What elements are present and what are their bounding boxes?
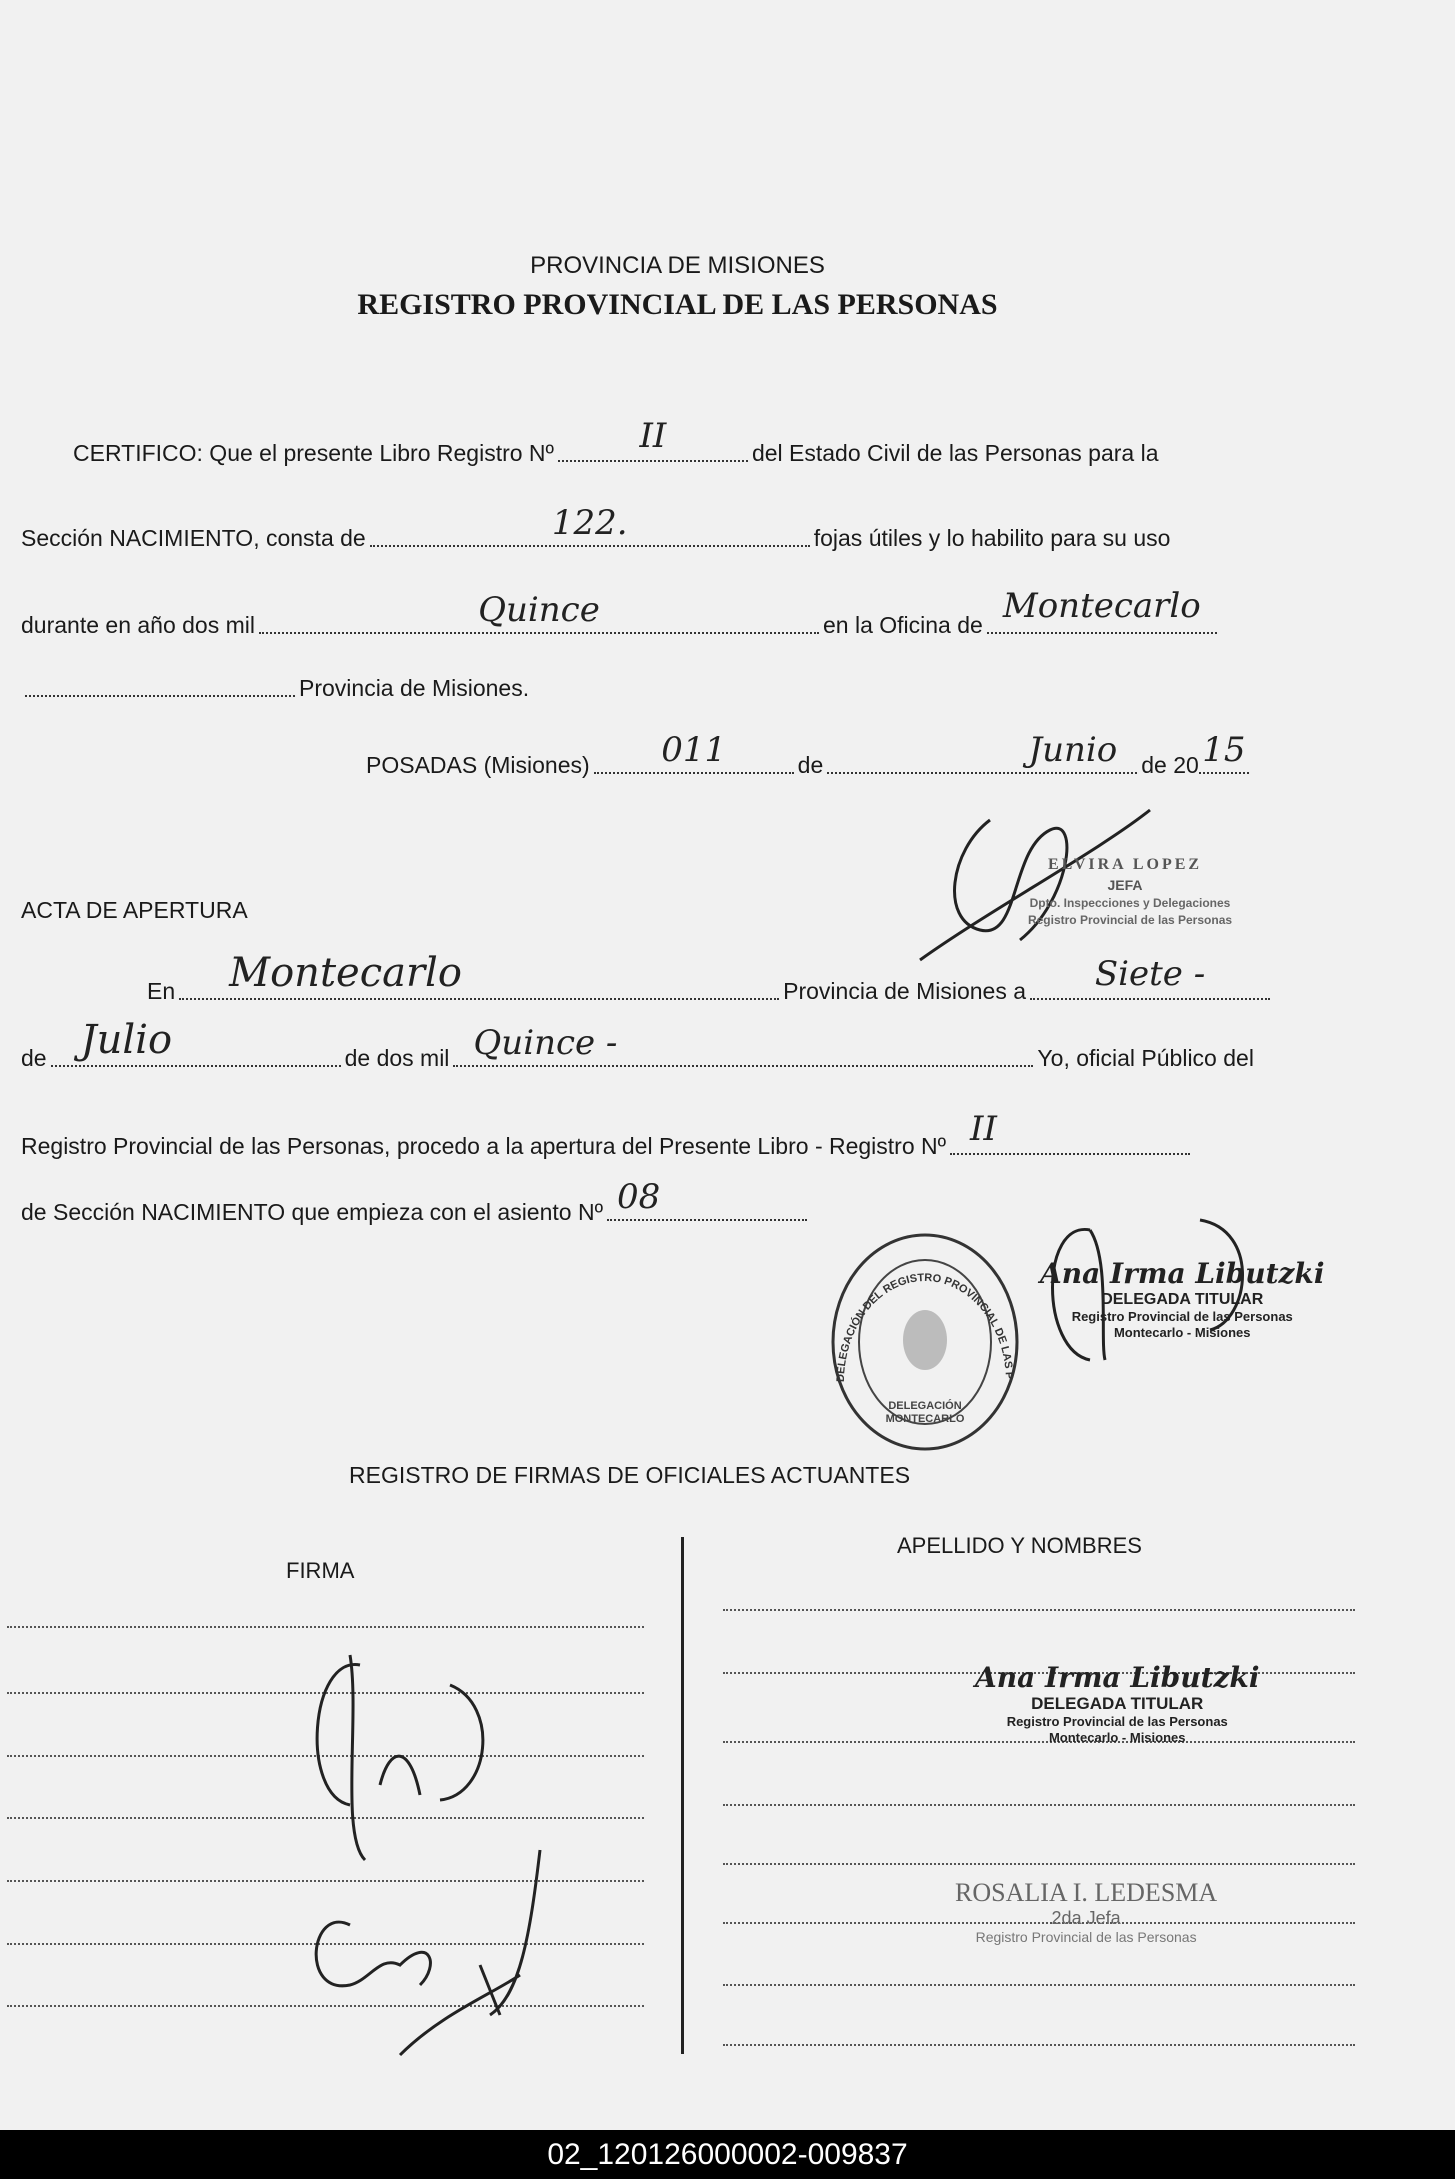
label: de 20	[1141, 752, 1199, 778]
delegada-stamp-signature	[1030, 1150, 1325, 1380]
stamp-name: ELVIRA LOPEZ	[1047, 856, 1203, 873]
fojas-field	[370, 503, 810, 547]
document-title: REGISTRO PROVINCIAL DE LAS PERSONAS	[357, 288, 998, 321]
label: Provincia de Misiones.	[299, 675, 530, 701]
month-field	[827, 730, 1137, 774]
cert-date-line	[366, 730, 1253, 779]
jefa-stamp-signature	[900, 790, 1240, 970]
document-id-footer: 02_120126000002-009837	[0, 2130, 1455, 2179]
year-field	[259, 590, 819, 634]
delegada-name-stamp	[975, 1662, 1259, 1746]
cert-line-4	[21, 675, 529, 702]
day-field	[594, 730, 794, 774]
dotted-line	[723, 1863, 1355, 1865]
stamp-role: JEFA	[1107, 877, 1143, 893]
dotted-line	[723, 1804, 1355, 1806]
stamp-org: Registro Provincial de las Personas	[1006, 1714, 1228, 1729]
label: de	[797, 752, 824, 778]
cert-line-1	[73, 416, 1159, 467]
handwritten-value: Montecarlo	[1002, 586, 1201, 626]
label: Yo, oficial Público del	[1037, 1045, 1254, 1071]
seal-outer-text: DELEGACIÓN DEL REGISTRO PROVINCIAL DE LAS P	[834, 1271, 1016, 1383]
lugar-field	[179, 950, 779, 1000]
dotted-line	[723, 1609, 1355, 1611]
acta-line-3	[21, 1109, 1194, 1160]
label: de	[21, 1045, 47, 1071]
firma-signatures	[290, 1635, 590, 2065]
handwritten-value: Siete -	[1094, 954, 1206, 994]
acta-line-2	[21, 1017, 1254, 1072]
handwritten-value: Junio	[1028, 730, 1118, 770]
handwritten-value: Julio	[80, 1017, 173, 1063]
oficina-field	[987, 586, 1217, 634]
stamp-place: Montecarlo - Misiones	[1048, 1730, 1186, 1745]
handwritten-value: 08	[616, 1177, 661, 1217]
ledesma-name-stamp	[955, 1878, 1217, 1946]
label: Registro Provincial de las Personas, procedo a la apertura del Presente Libro - Registro Nº	[21, 1133, 947, 1159]
label: fojas útiles y lo habilito para su uso	[813, 525, 1171, 551]
cert-line-2	[21, 503, 1171, 552]
handwritten-value: 011	[661, 730, 727, 770]
delegacion-seal	[830, 1232, 1020, 1452]
stamp-name: Ana Irma Libutzki	[1040, 1257, 1325, 1290]
stamp-place: Montecarlo - Misiones	[1113, 1325, 1251, 1340]
seal-inner-text: DELEGACIÓN MONTECARLO	[885, 1400, 965, 1425]
handwritten-value: II	[639, 416, 667, 456]
stamp-org: Registro Provincial de las Personas	[1071, 1309, 1293, 1324]
stamp-name: Ana Irma Libutzki	[975, 1661, 1260, 1694]
stamp-dept: Dpto. Inspecciones y Delegaciones	[1029, 896, 1231, 910]
stamp-block	[1040, 1258, 1324, 1341]
stamp-role: 2da Jefa	[1051, 1908, 1121, 1928]
signature-icon	[290, 1635, 590, 2065]
dia-field	[1030, 954, 1270, 1000]
stamp-org: Registro Provincial de las Personas	[975, 1929, 1197, 1945]
stamp-org: Registro Provincial de las Personas	[1027, 913, 1233, 927]
handwritten-value: Montecarlo	[229, 950, 462, 996]
dotted-line	[723, 1984, 1355, 1986]
label: Provincia de Misiones a	[783, 978, 1027, 1004]
handwritten-value: Quince	[478, 590, 600, 630]
mes-field	[51, 1017, 341, 1067]
acta-heading: ACTA DE APERTURA	[21, 897, 248, 923]
handwritten-value: II	[970, 1109, 997, 1149]
label: del Estado Civil de las Personas para la	[751, 440, 1159, 466]
label: POSADAS (Misiones)	[366, 752, 590, 778]
acta-line-1	[147, 950, 1274, 1005]
handwritten-value: 122.	[551, 503, 628, 543]
year-suffix-field	[1199, 730, 1249, 774]
province-heading: PROVINCIA DE MISIONES	[530, 252, 825, 279]
firmas-heading: REGISTRO DE FIRMAS DE OFICIALES ACTUANTES	[349, 1462, 911, 1488]
dotted-line	[7, 1626, 644, 1628]
label: de Sección NACIMIENTO que empieza con el asiento Nº	[21, 1199, 603, 1225]
stamp-role: DELEGADA TITULAR	[1101, 1291, 1264, 1308]
nombres-column-header: APELLIDO Y NOMBRES	[897, 1533, 1142, 1558]
label: de dos mil	[344, 1045, 450, 1071]
column-divider	[681, 1537, 684, 2054]
stamp-role: DELEGADA TITULAR	[1031, 1694, 1204, 1713]
acta-line-4	[21, 1177, 811, 1226]
oficina-cont-field	[25, 691, 295, 697]
dotted-line	[723, 2044, 1355, 2046]
firma-column-header: FIRMA	[286, 1558, 355, 1583]
libro-number-field	[558, 416, 748, 462]
handwritten-value: Quince -	[473, 1023, 618, 1063]
cert-line-3	[21, 586, 1221, 639]
asiento-field	[607, 1177, 807, 1221]
label: durante en año dos mil	[21, 612, 255, 638]
label: Sección NACIMIENTO, consta de	[21, 525, 366, 551]
label: en la Oficina de	[823, 612, 983, 638]
anio-field	[453, 1023, 1033, 1067]
handwritten-value: 15	[1202, 730, 1246, 770]
stamp-name: ROSALIA I. LEDESMA	[955, 1878, 1218, 1907]
label: CERTIFICO: Que el presente Libro Registro Nº	[73, 440, 554, 466]
label: En	[147, 978, 176, 1004]
